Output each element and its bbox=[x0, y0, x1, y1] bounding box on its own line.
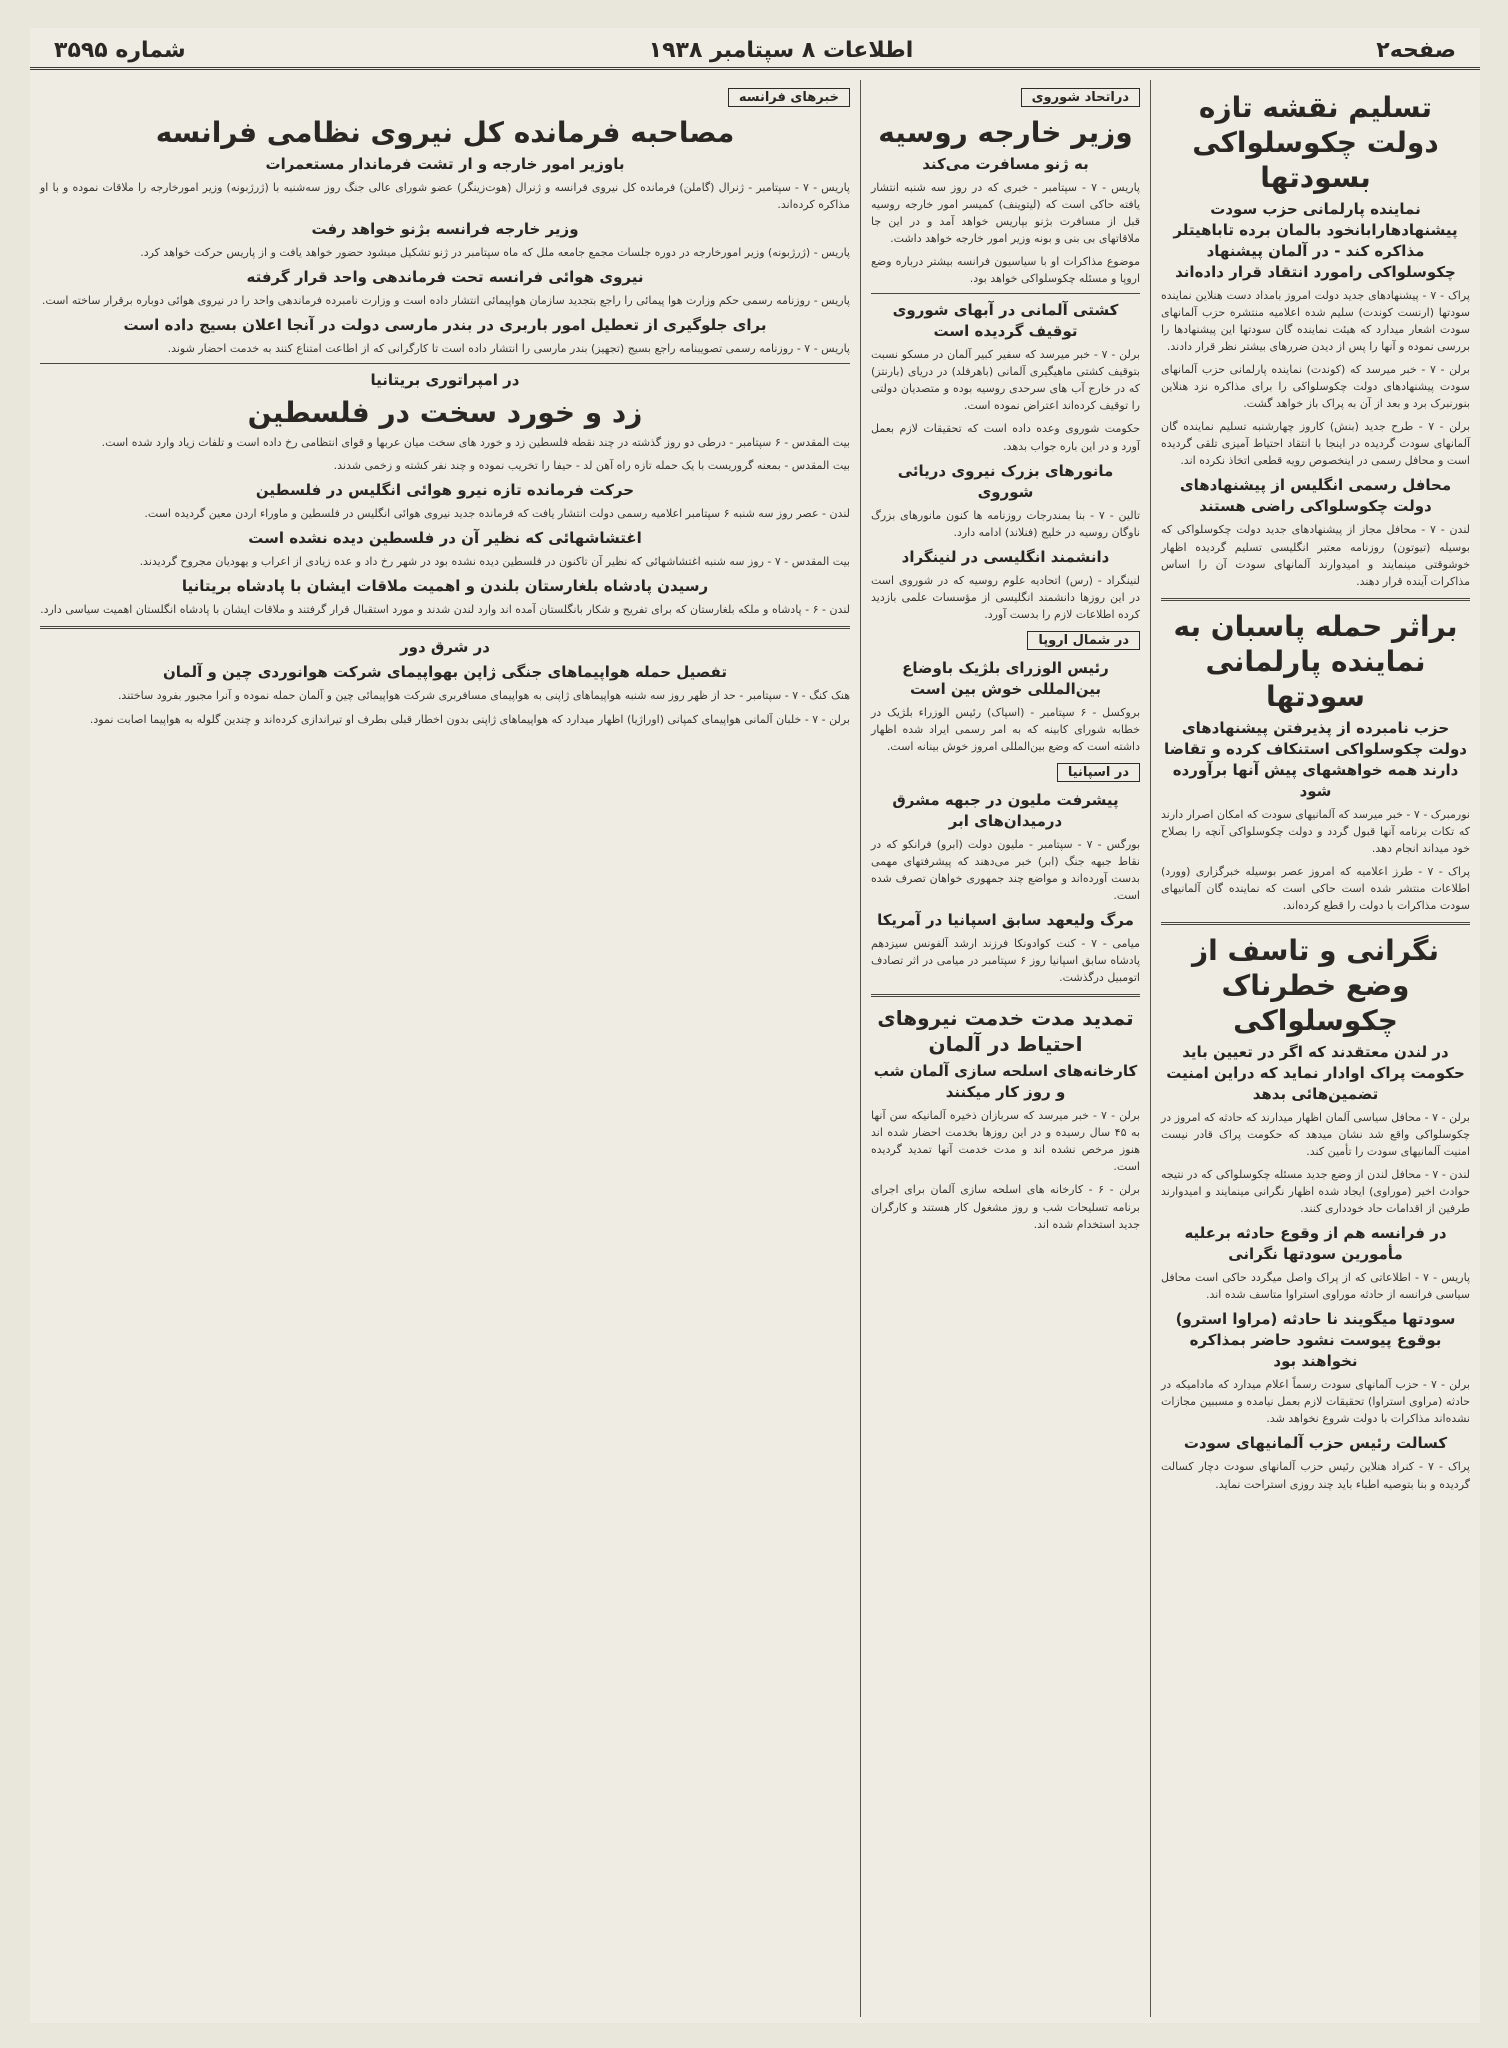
subhead-france-concern: در فرانسه هم از وقوع حادثه برعلیه مأمورین سودتها نگرانی bbox=[1184, 1224, 1447, 1264]
page-number: صفحه۲ bbox=[1376, 38, 1456, 63]
subhead-french-commander: باوزیر امور خارجه و ار تشت فرماندار مستعمرات bbox=[265, 155, 625, 173]
article-paragraph: لندن - ۷ - محافل لندن از وضع جدید مسئله چکوسلواکی که در نتیجه حوادث اخیر (موراوی) ایجاد شده اظهار نگرانی مینمایند و امیدوارند طرفین از اقدامات حاد خودداری کنند. bbox=[1161, 1168, 1470, 1216]
article-paragraph: برلن - ۷ - خبر میرسد که سفیر کبیر آلمان در مسکو نسبت بتوقیف کشتی ماهیگیری آلمانی (باهرفلد) در دریای (بارنتز) که در خارج آب های سرحدی روسیه بوده و متصدیان دولتی را توقیف کرده‌اند اعتراض نموده است. bbox=[871, 348, 1140, 413]
article-paragraph: پاریس - روزنامه رسمی حکم وزارت هوا پیمائی را راجع بتجدید سازمان هواپیمائی انتشار داده است و وزارت نامبرده فرماندهی واحد را در نیروی هوائی دوباره برقرار ساخته است. bbox=[41, 294, 850, 308]
article-paragraph: برلن - ۷ - خلبان آلمانی هواپیمای کمپانی (اوراژیا) اظهار میدارد که هواپیماهای ژاپنی بدون اخطار قبلی بطرف او تیراندازی کرده‌اند و چندین گلوله به هواپیما اصابت نمود. bbox=[89, 712, 850, 726]
article-paragraph: برلن - ۷ - حزب آلمانهای سودت رسماً اعلام میدارد که مادامیکه در حادثه (مراوی استراوا) تحقیقات لازم بعمل نیامده و مسببین مجازات نشده‌اند مذاکرات با دولت شروع نخواهد شد. bbox=[1161, 1378, 1470, 1426]
subhead-police-attack: حزب نامبرده از پذیرفتن پیشنهادهای دولت چکوسلواکی استنکاف کرده و تقاضا دارند همه خواهشهای پیش آنها برآورده شود bbox=[1164, 718, 1467, 800]
section-british-empire: در امپراتوری بریتانیا bbox=[370, 371, 520, 390]
headline-czech-concern: نگرانی و تاسف از وضع خطرناک چکوسلواکی bbox=[1192, 933, 1439, 1037]
issue-number: شماره ۳۵۹۵ bbox=[54, 38, 186, 63]
headline-soviet-minister: وزیر خارجه روسیه bbox=[878, 116, 1133, 149]
subhead-british-circles: محافل رسمی انگلیس از پیشنهادهای دولت چکوسلواکی راضی هستند bbox=[1179, 476, 1452, 516]
subhead-naval-maneuvers: مانورهای بزرک نیروی دریائی شوروی bbox=[897, 461, 1114, 501]
subhead-german-ship: کشتی آلمانی در آبهای شوروی توقیف گردیده است bbox=[892, 301, 1119, 341]
article-paragraph: برلن - ۷ - محافل سیاسی آلمان اظهار میدارند که حادثه که امروز در چکوسلواکی واقع شد نشان میدهد که حکومت پراک قادر نیست امنیت آلمانیهای سودت را تأمین کند. bbox=[1161, 1110, 1470, 1159]
subhead-crown-prince: مرگ ولیعهد سابق اسپانیا در آمریکا bbox=[877, 911, 1134, 930]
article-paragraph: بورگس - ۷ - سپتامبر - ملیون دولت (ابرو) فرانکو که در نقاط جبهه جنگ (ابر) خبر می‌دهند که پیشرفتهای مهمی بدست آورده‌اند و مواضع چند جمهوری خواهان تصرف شده است. bbox=[871, 837, 1140, 903]
article-paragraph: پراک - ۷ - پیشنهادهای جدید دولت امروز بامداد دست هنلاین نماینده سودتها (ارنست کوندت) سلیم شده اعلامیه منتشره حزب آلمانهای سودت اشعار میدارد که هیئت نماینده گان سودتها این پیشنهادها را بررسی نموده و آنها را پس از دیدن ضررهای بیشتر نظر قرار دادند. bbox=[1161, 289, 1470, 354]
subhead-bonnet-geneva: وزیر خارجه فرانسه بژنو خواهد رفت bbox=[311, 220, 579, 239]
divider bbox=[40, 363, 850, 364]
article-paragraph: برلن - ۷ - خبر میرسد که (کوندت) نماینده پارلمانی حزب آلمانهای سودت پیشنهادهای دولت چکوسلواکی را برای مذاکره نزد هنلاین بنورنبرک برد و بعد از آن به پراک باز خواهد گشت. bbox=[1161, 363, 1470, 411]
headline-french-commander: مصاحبه فرمانده کل نیروی نظامی فرانسه bbox=[155, 116, 735, 149]
headline-palestine: زد و خورد سخت در فلسطین bbox=[247, 396, 643, 430]
column-2 bbox=[860, 80, 1150, 2017]
article-paragraph: میامی - ۷ - کنت کوادونکا فرزند ارشد آلفونس سیزدهم پادشاه سابق اسپانیا روز ۶ سپتامبر در میامی در اثر تصادف اتومبیل درگذشت. bbox=[871, 937, 1141, 985]
section-far-east: در شرق دور bbox=[400, 638, 490, 657]
article-paragraph: پاریس - ۷ - روزنامه رسمی تصویبنامه راجع بسیج (تجهیز) بندر مارسی را انتشار داده است تا کارگرانی که از اطاعت امتناع کنند به خدمت احضار شوند. bbox=[167, 342, 850, 356]
subhead-soviet-minister: به ژنو مسافرت می‌کند bbox=[922, 155, 1089, 173]
article-paragraph: پاریس - ۷ - سپتامبر - خبری که در روز سه شنبه انتشار یافته حاکی است که (لیتوینف) کمیسر امور خارجه روسیه قبل از مسافرت بژنو بپاریس خواهد آمد و در این جا ملاقاتهای بی بنی و بونه وزیر امور خارجه خواهد داشت. bbox=[871, 181, 1140, 246]
article-paragraph: لندن - ۶ - پادشاه و ملکه بلغارستان که برای تفریح و شکار بانگلستان آمده اند وارد لندن شدند و مورد استقبال قرار گرفتند و ملاقات ایشان با پادشاه انگلستان اهمیت سیاسی دارد. bbox=[40, 603, 850, 617]
subhead-scientist: دانشمند انگلیسی در لنینگراد bbox=[901, 547, 1110, 566]
masthead bbox=[30, 34, 1480, 70]
subhead-czech-concern: در لندن معتقدند که اگر در تعیین باید حکومت پراک اوادار نماید که دراین امنیت تضمین‌هائی بدهد bbox=[1166, 1042, 1465, 1103]
article-paragraph: پراک - ۷ - طرز اعلامیه که امروز عصر بوسیله خبرگزاری (وورد) اطلاعات منتشر شده است حاکی است که نماینده گان آلمانیهای سودت مذاکرات با دولت را قطع کرده‌اند. bbox=[1161, 864, 1471, 912]
article-paragraph: حکومت شوروی وعده داده است که تحقیقات لازم بعمل آورد و در این باره جواب بدهد. bbox=[871, 422, 1140, 453]
subhead-henlein-illness: کسالت رئیس حزب آلمانیهای سودت bbox=[1183, 1434, 1448, 1453]
section-tag-soviet: دراتحاد شوروی bbox=[1021, 88, 1140, 107]
headline-police-attack: براثر حمله پاسبان به نماینده پارلمانی سودتها bbox=[1173, 609, 1458, 713]
subhead-air-force: نیروی هوائی فرانسه تحت فرماندهی واحد قرار گرفته bbox=[246, 268, 644, 287]
issue-date: اطلاعات ۸ سپتامبر ۱۹۳۸ bbox=[648, 38, 914, 63]
article-paragraph: لندن - عصر روز سه شنبه ۶ سپتامبر اعلامیه رسمی دولت انتشار یافت که فرمانده جدید نیروی هوائی انگلیس در فلسطین و ماوراء اردن معین گردیده است. bbox=[144, 507, 850, 521]
article-paragraph: موضوع مذاکرات او با سیاسیون فرانسه بیشتر درباره وضع اروپا و مسئله چکوسلواکی خواهد بود. bbox=[871, 255, 1140, 286]
column-3 bbox=[30, 80, 860, 2017]
article-paragraph: پراک - ۷ - کنراد هنلاین رئیس حزب آلمانهای سودت دچار کسالت گردیده و بنا بتوصیه اطباء باید چند روزی استراحت نماید. bbox=[1161, 1460, 1470, 1491]
divider bbox=[871, 293, 1140, 294]
article-paragraph: پاریس - ۷ - اطلاعاتی که از پراک واصل میگردد حاکی است محافل سیاسی فرانسه از حادثه موراوی استراوا متاسف شده اند. bbox=[1161, 1271, 1470, 1302]
article-paragraph: بیت المقدس - بمعنه گروریست با یک حمله تازه راه آهن لد - حیفا را تخریب نموده و چند نفر کشته و زخمی شدند. bbox=[333, 459, 850, 473]
headline-sudeten-plan: تسلیم نقشه تازه دولت چکوسلواکی بسودتها bbox=[1192, 91, 1439, 194]
divider bbox=[1161, 598, 1470, 601]
article-paragraph: پاریس - ۷ - سپتامبر - ژنرال (گاملن) فرمانده کل نیروی فرانسه و ژنرال (هوت‌زینگر) عضو شورای عالی جنگ روز سه‌شنبه با (ژرژبونه) وزیر امورخارجه را ملاقات نموده و با او مذاکره کرده‌اند. bbox=[40, 181, 850, 212]
article-paragraph: برلن - ۷ - طرح جدید (بنش) کاروز چهارشنبه تسلیم نماینده گان آلمانهای سودت گردیده در اینجا با انتقاد احتیاط آمیزی تلقی گردیده است و محافل رسمی در اینخصوص رویه قطعی اتخاذ نکرده اند. bbox=[1161, 420, 1470, 468]
subhead-marseille: برای جلوگیری از تعطیل امور باربری در بندر مارسی دولت در آنجا اعلان بسیج داده است bbox=[123, 316, 767, 335]
subhead-air-commander: حرکت فرمانده تازه نیرو هوائی انگلیس در فلسطین bbox=[255, 481, 635, 500]
section-tag-spain: در اسپانیا bbox=[1057, 763, 1140, 782]
divider bbox=[40, 626, 850, 629]
subhead-arms-factories: کارخانه‌های اسلحه سازی آلمان شب و روز کار میکنند bbox=[873, 1062, 1138, 1102]
subhead-belgium: رئیس الوزرای بلژیک باوضاع بین‌المللی خوش بین است bbox=[902, 658, 1109, 698]
article-paragraph: برلن - ۷ - خبر میرسد که سربازان ذخیره آلمانیکه سن آنها به ۴۵ سال رسیده و در این روزها بخدمت احضار شده اند هنوز مرخص نشده اند و مدت خدمت آنها تمدید گردیده است. bbox=[871, 1109, 1140, 1174]
divider bbox=[871, 994, 1140, 997]
subhead-japan-attack: تفصیل حمله هواپیماهای جنگی ژاپن بهواپیمای شرکت هوانوردی چین و آلمان bbox=[163, 663, 727, 682]
column-1 bbox=[1150, 80, 1480, 2017]
article-paragraph: بیت المقدس - ۷ - روز سه شنبه اغتشاشهائی که نظیر آن تاکنون در فلسطین دیده نشده بود در شهر رخ داد و عده زیادی از اعراب و یهودیان مجروح گردیدند. bbox=[139, 555, 850, 569]
article-paragraph: تالین - ۷ - بنا بمندرجات روزنامه ها کنون مانورهای بزرگ ناوگان روسیه در خلیج (فنلاند) ادامه دارد. bbox=[871, 508, 1141, 539]
section-tag-north-europe: در شمال اروپا bbox=[1027, 631, 1140, 650]
article-paragraph: لنینگراد - (رس) اتحادیه علوم روسیه که در شوروی است در این روزها دانشمند انگلیسی از مؤسسات علمی بازدید کرده اطلاعات لازم را بدست آورد. bbox=[871, 573, 1140, 621]
subhead-spain-front: پیشرفت ملیون در جبهه مشرق درمیدان‌های ابر bbox=[892, 790, 1119, 830]
newspaper-page bbox=[30, 28, 1480, 2023]
section-tag-france: خبرهای فرانسه bbox=[728, 88, 850, 107]
article-paragraph: بیت المقدس - ۶ سپتامبر - درطی دو روز گذشته در چند نقطه فلسطین زد و خورد های سخت میان عربها و قوای انتظامی رخ داده است و تلفات زیاد وارد شده است. bbox=[101, 436, 850, 450]
headline-reserve-service: تمدید مدت خدمت نیروهای احتیاط در آلمان bbox=[877, 1006, 1134, 1057]
subhead-sudeten-plan: نماینده پارلمانی حزب سودت پیشنهادهارابانخود بالمان برده تاباهیتلر مذاکره کند - در آلمان پیشنهاد چکوسلواکی رامورد انتقاد قرار داده‌اند bbox=[1173, 200, 1458, 281]
article-paragraph: پاریس - (ژرژبونه) وزیر امورخارجه در دوره جلسات مجمع جامعه ملل که ماه سپتامبر در ژنو تشکیل میشود حضور خواهد یافت و از پاریس حرکت خواهد کرد. bbox=[140, 246, 850, 260]
subhead-bulgarian-king: رسیدن پادشاه بلغارستان بلندن و اهمیت ملاقات ایشان با پادشاه بریتانیا bbox=[181, 577, 709, 596]
subhead-no-negotiation: سودتها میگویند نا حادثه (مراوا استرو) بوقوع پیوست نشود حاضر بمذاکره نخواهند بود bbox=[1175, 1310, 1456, 1371]
subhead-unrest: اغتشاشهائی که نظیر آن در فلسطین دیده نشده است bbox=[248, 529, 642, 548]
article-paragraph: بروکسل - ۶ سپتامبر - (اسپاک) رئیس الوزراء بلژیک در خطابه شورای کابینه که به امر رسمی ایراد شده اظهار داشته است که وضع بین‌المللی امروز خوش بینانه است. bbox=[871, 705, 1140, 753]
article-paragraph: لندن - ۷ - محافل مجاز از پیشنهادهای جدید دولت چکوسلواکی که بوسیله (تیوتون) روزنامه معتبر انگلیسی تسلیم گردیده اظهار خوشوقتی مینمایند و امیدوارند آلمانهای سودت آن را اساس مذاکرات آینده قرار دهند. bbox=[1161, 523, 1470, 588]
article-paragraph: برلن - ۶ - کارخانه های اسلحه سازی آلمان برای اجرای برنامه تسلیحات شب و روز مشغول کار هستند و کارگران جدید استخدام شده اند. bbox=[871, 1183, 1140, 1231]
article-paragraph: هنک کنگ - ۷ - سپتامبر - حد از ظهر روز سه شنبه هواپیماهای ژاپنی به هواپیمای مسافربری شرکت هواپیمائی چین و آلمان حمله نموده و آنرا مجبور بفرود ساختند. bbox=[117, 689, 850, 703]
divider bbox=[1161, 922, 1470, 925]
article-paragraph: نورمبرک - ۷ - خبر میرسد که آلمانیهای سودت که امکان اصرار دارند که تکات برنامه آنها قبول گردد و دولت چکوسلواکی آنچه را بصلاح خود میداند انجام دهد. bbox=[1161, 807, 1470, 855]
